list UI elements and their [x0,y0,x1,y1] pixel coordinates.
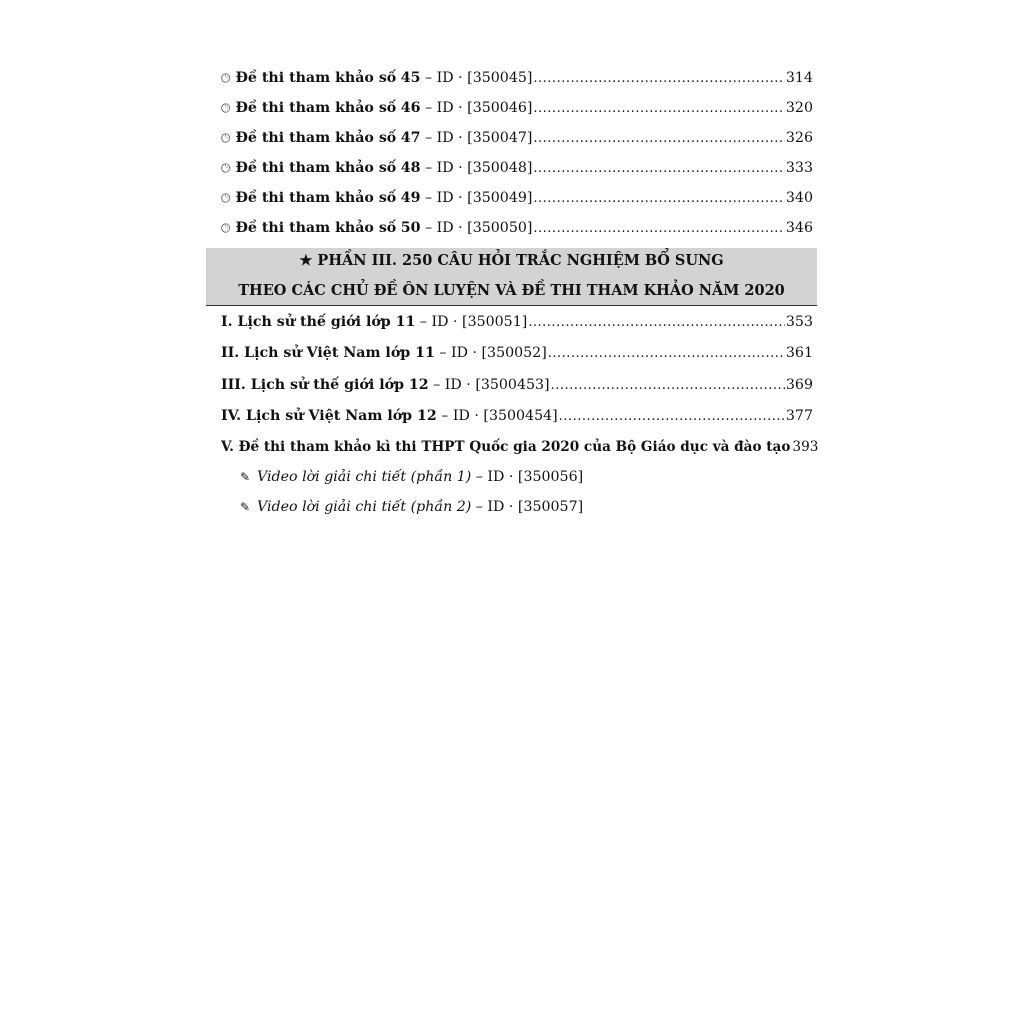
entry-id: – ID · [350045] [425,70,533,86]
page-number: 333 [785,160,813,176]
page-number: 346 [785,220,813,236]
toc-entry-topic-3[interactable] [221,377,813,399]
dot-leader [528,315,785,330]
video-id: – ID · [350057] [475,499,584,515]
entry-id: – ID · [350050] [425,220,533,236]
page-number: 320 [785,100,813,116]
entry-id: – ID · [350046] [425,100,533,116]
entry-title: Đề thi tham khảo số [235,130,397,146]
video-id: – ID · [350056] [475,469,584,485]
dot-leader [533,71,785,86]
entry-title: IV. Lịch sử Việt Nam lớp 12 [221,408,437,424]
video-entry-2[interactable] [240,499,583,521]
dot-leader [533,131,785,146]
entry-id: – ID · [350052] [439,345,547,361]
clock-icon: 🕒︎ [221,131,231,145]
section-title-line1 [206,252,817,269]
entry-id: – ID · [350049] [425,190,533,206]
page-number: 369 [785,377,813,393]
toc-entry-exam-50[interactable] [221,220,813,242]
entry-number: 46 [400,100,421,116]
entry-title: Đề thi tham khảo số [235,160,397,176]
entry-title: Đề thi tham khảo số [235,220,397,236]
section-title-line2: THEO CÁC CHỦ ĐỀ ÔN LUYỆN VÀ ĐỀ THI THAM KHẢO NĂM 2020 [238,282,785,299]
dot-leader [559,409,785,424]
clock-icon: 🕒︎ [221,191,231,205]
dot-leader [548,346,785,361]
entry-title: Đề thi tham khảo số [235,100,397,116]
dot-leader [551,378,785,393]
toc-entry-exam-48[interactable] [221,160,813,182]
star-icon: ★ [299,252,313,269]
toc-entry-topic-1[interactable] [221,314,813,336]
entry-title: V. Đề thi tham khảo kì thi THPT Quốc gia 2020 của Bộ Giáo dục và đào tạo [221,439,791,455]
entry-title: Đề thi tham khảo số [235,190,397,206]
page-number: 340 [785,190,813,206]
entry-number: 50 [400,220,421,236]
toc-entry-exam-49[interactable] [221,190,813,212]
entry-title: I. Lịch sử thế giới lớp 11 [221,314,416,330]
entry-number: 49 [400,190,421,206]
clock-icon: 🕒︎ [221,71,231,85]
toc-entry-topic-2[interactable] [221,345,813,367]
entry-number: 45 [400,70,421,86]
video-title: Video lời giải chi tiết (phần 2) [257,499,472,515]
entry-id: – ID · [3500453] [433,377,550,393]
clock-icon: 🕒︎ [221,161,231,175]
video-entry-1[interactable] [240,469,583,491]
toc-entry-exam-47[interactable] [221,130,813,152]
entry-title: II. Lịch sử Việt Nam lớp 11 [221,345,435,361]
section-title-text-1: PHẦN III. 250 CÂU HỎI TRẮC NGHIỆM BỔ SUNG [317,252,724,269]
entry-id: – ID · [350047] [425,130,533,146]
entry-id: – ID · [3500454] [441,408,558,424]
clock-icon: 🕒︎ [221,221,231,235]
page-number: 353 [785,314,813,330]
dot-leader [533,221,785,236]
page-number: 377 [785,408,813,424]
pencil-icon: ✎ [240,470,251,484]
page-number: 393 [792,439,819,455]
pencil-icon: ✎ [240,500,251,514]
entry-id: – ID · [350051] [419,314,528,330]
dot-leader [533,191,785,206]
page-number: 326 [785,130,813,146]
page-number: 314 [785,70,813,86]
entry-id: – ID · [350048] [425,160,533,176]
entry-title: III. Lịch sử thế giới lớp 12 [221,377,429,393]
toc-entry-topic-5[interactable] [221,439,819,461]
dot-leader [533,101,785,116]
toc-entry-topic-4[interactable] [221,408,813,430]
section-header [206,248,817,306]
entry-title: Đề thi tham khảo số [235,70,397,86]
page-number: 361 [785,345,813,361]
entry-number: 48 [400,160,421,176]
dot-leader [533,161,785,176]
toc-entry-exam-45[interactable] [221,70,813,92]
video-title: Video lời giải chi tiết (phần 1) [257,469,472,485]
entry-number: 47 [400,130,421,146]
toc-entry-exam-46[interactable] [221,100,813,122]
clock-icon: 🕒︎ [221,101,231,115]
